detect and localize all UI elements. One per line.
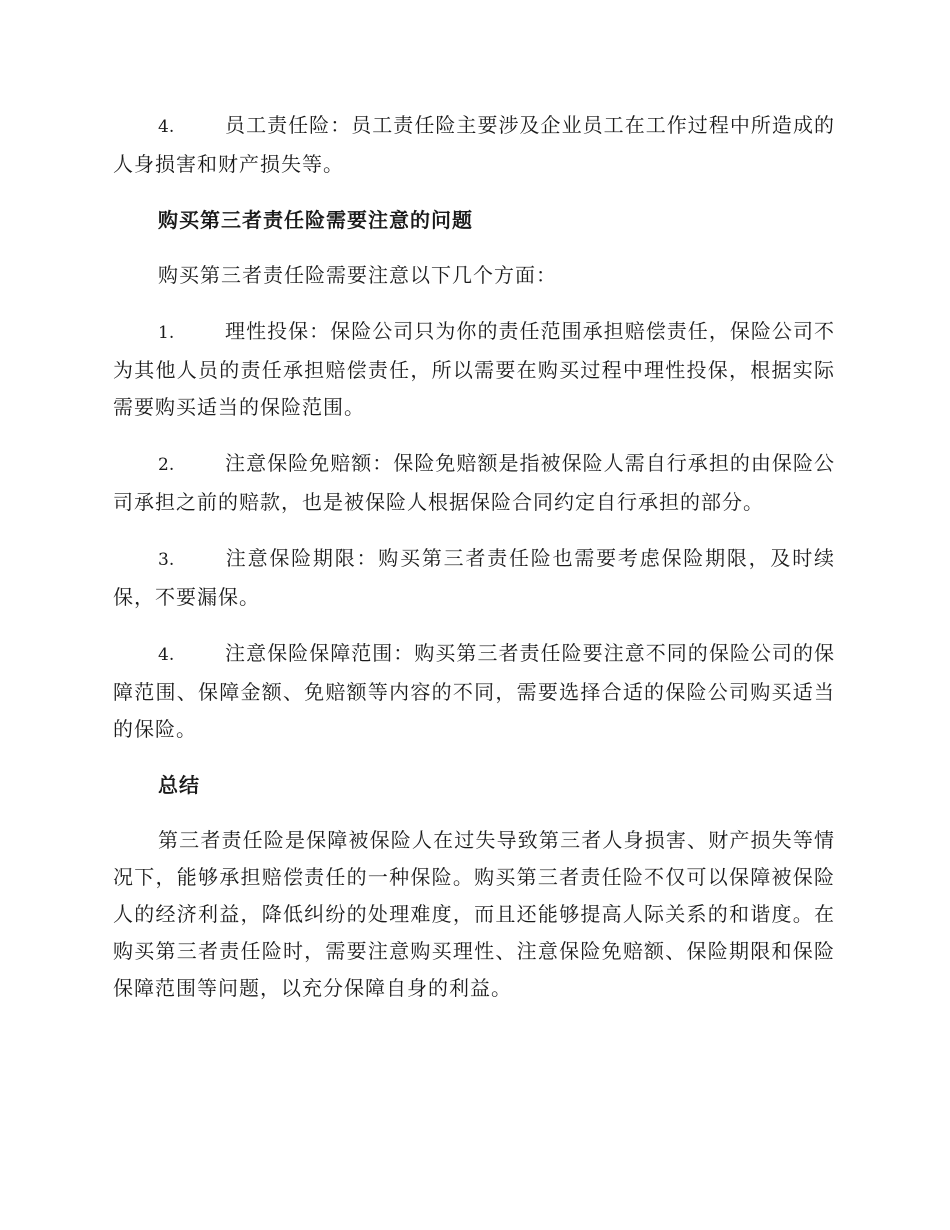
list-number: 4. <box>158 117 175 137</box>
list-number: 2. <box>158 455 175 475</box>
list-item-deductible <box>113 445 835 521</box>
list-item-employee-liability <box>113 107 835 183</box>
list-item-rational-insurance <box>113 313 835 426</box>
list-item-text: 注意保险保障范围：购买第三者责任险要注意不同的保险公司的保障范围、保障金额、免赔额等内容的不同，需要选择合适的保险公司购买适当的保险。 <box>113 641 835 741</box>
document-body <box>113 107 835 1026</box>
list-item-text: 员工责任险：员工责任险主要涉及企业员工在工作过程中所造成的人身损害和财产损失等。 <box>113 113 835 176</box>
list-item-text: 理性投保：保险公司只为你的责任范围承担赔偿责任，保险公司不为其他人员的责任承担赔偿责任，所以需要在购买过程中理性投保，根据实际需要购买适当的保险范围。 <box>113 319 835 419</box>
list-item-insurance-period <box>113 540 835 616</box>
list-item-coverage-scope <box>113 635 835 748</box>
list-number: 1. <box>158 323 175 343</box>
list-number: 4. <box>158 645 175 665</box>
list-number: 3. <box>158 550 175 570</box>
list-item-text: 注意保险免赔额：保险免赔额是指被保险人需自行承担的由保险公司承担之前的赔款，也是被保险人根据保险合同约定自行承担的部分。 <box>113 451 835 514</box>
section-intro: 购买第三者责任险需要注意以下几个方面： <box>158 263 557 287</box>
section-heading-issues: 购买第三者责任险需要注意的问题 <box>158 208 473 232</box>
summary-paragraph: 第三者责任险是保障被保险人在过失导致第三者人身损害、财产损失等情况下，能够承担赔偿责任的一种保险。购买第三者责任险不仅可以保障被保险人的经济利益，降低纠纷的处理难度，而且还能够提高人际关系的和谐度。在购买第三者责任险时，需要注意购买理性、注意保险免赔额、保险期限和保险保障范围等问题，以充分保障自身的利益。 <box>113 828 835 1000</box>
section-heading-summary: 总结 <box>158 773 200 797</box>
list-item-text: 注意保险期限：购买第三者责任险也需要考虑保险期限，及时续保，不要漏保。 <box>113 546 835 609</box>
